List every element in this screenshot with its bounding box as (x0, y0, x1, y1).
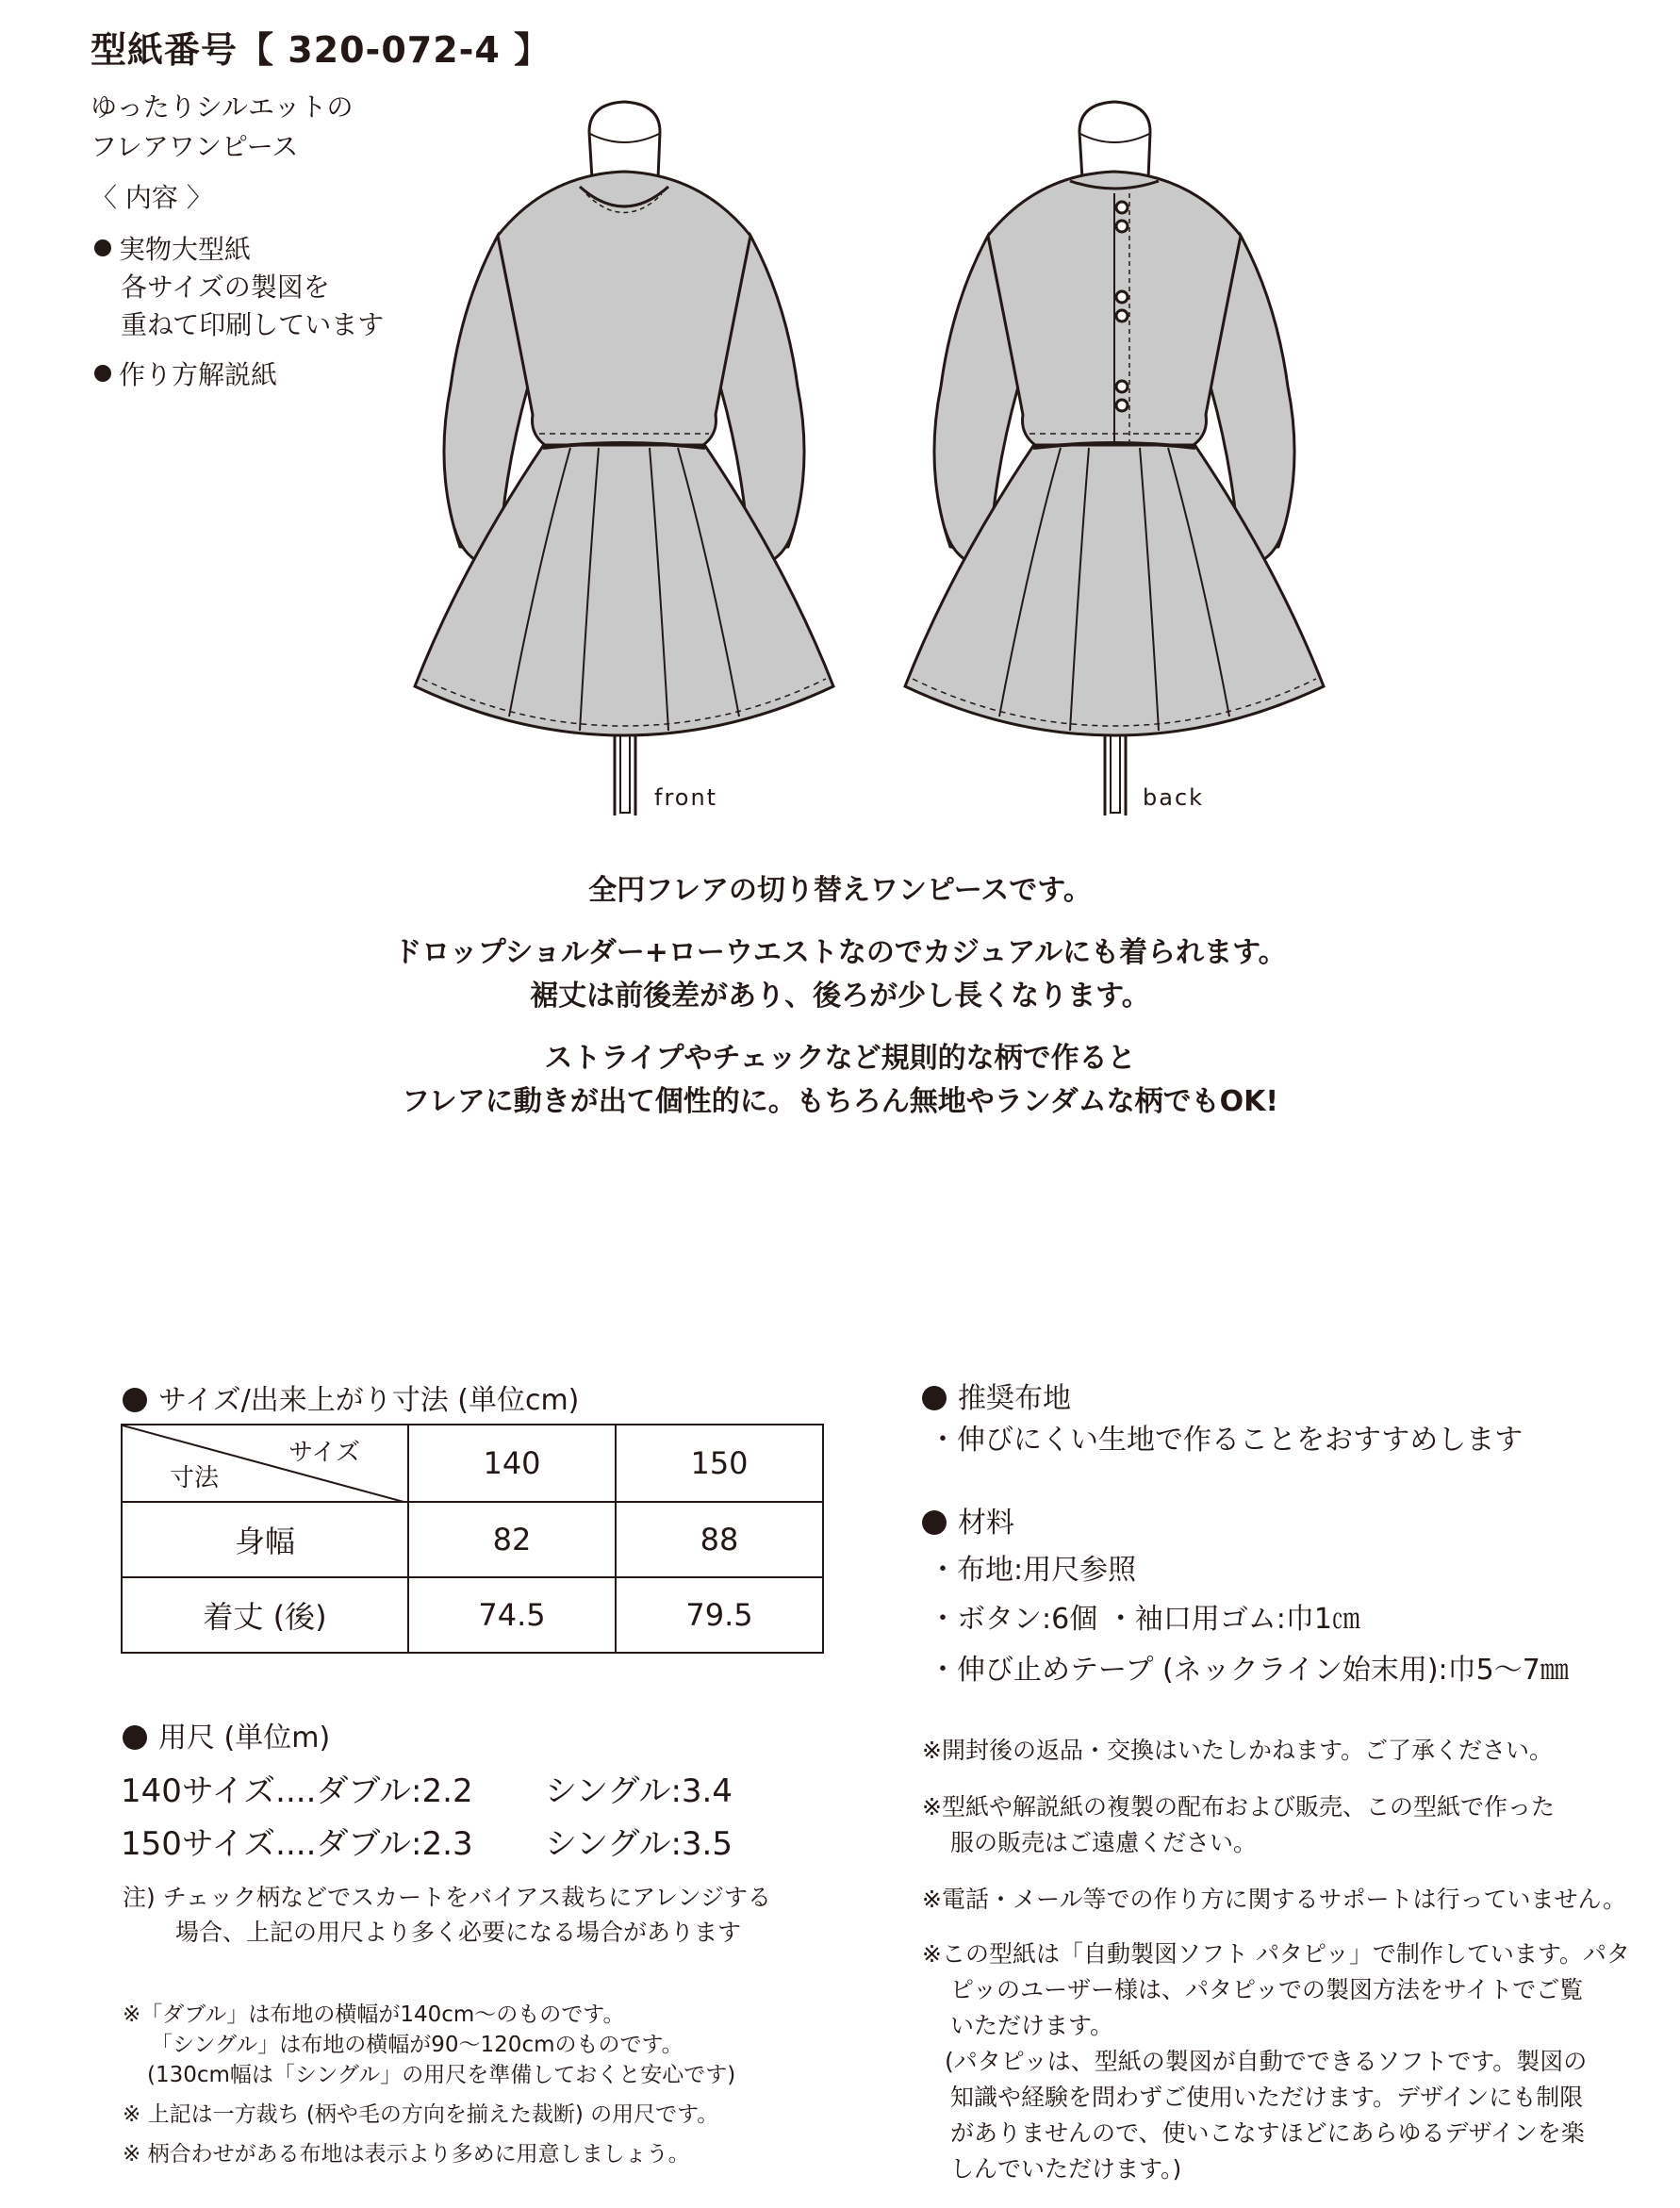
contents-label: 〈 内容 〉 (91, 182, 213, 213)
description-line: ドロップショルダー+ローウエストなのでカジュアルにも着られます。 (393, 936, 1287, 969)
bullet-icon (922, 1510, 947, 1535)
value-cell: 88 (616, 1502, 823, 1577)
diagonal-line (123, 1425, 407, 1503)
small-note: ※ 上記は一方裁ち (柄や毛の方向を揃えた裁断) の用尺です。 (123, 2102, 719, 2127)
notice-line: ※この型紙は「自動製図ソフト パタピッ」で制作しています。パタ (922, 1940, 1630, 1968)
small-note: ※「ダブル」は布地の横幅が140cm〜のものです。 (123, 2002, 625, 2027)
notice-line: ※電話・メール等での作り方に関するサポートは行っていません。 (922, 1886, 1626, 1913)
table-corner-cell: サイズ 寸法 (122, 1425, 408, 1502)
bullet-icon (922, 1386, 947, 1410)
bullet-icon (123, 1388, 147, 1412)
fabric-text: ・伸びにくい生地で作ることをおすすめします (929, 1424, 1524, 1457)
front-label: front (654, 784, 718, 811)
yardage-note-line2: 場合、上記の用尺より多く必要になる場合があります (175, 1919, 742, 1946)
small-note: ※ 柄合わせがある布地は表示より多めに用意しましょう。 (123, 2142, 690, 2167)
size-header-cell: 140 (408, 1425, 616, 1502)
description (0, 869, 1680, 1124)
notice-line: 服の販売はご遠慮ください。 (950, 1829, 1258, 1856)
fabric-section-heading: 推奨布地 (922, 1375, 1071, 1416)
value-cell: 79.5 (616, 1577, 823, 1653)
notice-line: いただけます。 (950, 2012, 1114, 2039)
material-item: ・布地:用尺参照 (929, 1554, 1137, 1587)
bullet-icon (94, 239, 111, 256)
small-note: (130cm幅は「シングル」の用尺を準備しておくと安心です) (147, 2063, 736, 2087)
materials-section-heading: 材料 (922, 1499, 1014, 1541)
contents-item-instructions: 作り方解説紙 (94, 356, 277, 394)
yardage-section-heading: 用尺 (単位m) (123, 1714, 330, 1755)
notice-line: しんでいただけます。) (950, 2155, 1182, 2183)
material-item: ・伸び止めテープ (ネックライン始末用):巾5〜7㎜ (929, 1654, 1569, 1687)
row-label-cell: 身幅 (122, 1502, 408, 1577)
yardage-note-line1: 注) チェック柄などでスカートをバイアス裁ちにアレンジする (123, 1884, 771, 1911)
size-section-heading: サイズ/出来上がり寸法 (単位cm) (123, 1376, 579, 1418)
yardage-single-150: シングル:3.5 (545, 1825, 733, 1863)
back-label: back (1143, 784, 1205, 811)
contents-item-pattern: 実物大型紙 各サイズの製図を 重ねて印刷しています (94, 231, 384, 344)
size-table (121, 1424, 824, 1654)
description-line: フレアに動きが出て個性的に。もちろん無地やランダムな柄でもOK! (401, 1085, 1279, 1118)
description-line: ストライプやチェックなど規則的な柄で作ると (544, 1042, 1136, 1075)
notice-line: ※開封後の返品・交換はいたしかねます。ご了承ください。 (922, 1737, 1553, 1764)
description-line: 全円フレアの切り替えワンピースです。 (588, 874, 1092, 907)
notice-line: 知識や経験を問わずご使用いただけます。デザインにも制限 (950, 2084, 1584, 2111)
notice-line: がありませんので、使いこなすほどにあらゆるデザインを楽 (950, 2119, 1585, 2147)
value-cell: 82 (408, 1502, 616, 1577)
yardage-row-140: 140サイズ....ダブル:2.2 (121, 1772, 473, 1810)
row-label-cell: 着丈 (後) (122, 1577, 408, 1653)
pattern-number-title: 型紙番号【 320-072-4 】 (91, 29, 552, 71)
description-line: 裾丈は前後差があり、後ろが少し長くなります。 (530, 980, 1150, 1013)
material-item: ・ボタン:6個 ・袖口用ゴム:巾1㎝ (929, 1603, 1360, 1636)
notice-line: (パタピッは、型紙の製図が自動でできるソフトです。製図の (945, 2048, 1588, 2075)
size-header-cell: 150 (616, 1425, 823, 1502)
bullet-icon (123, 1725, 147, 1750)
yardage-single-140: シングル:3.4 (545, 1772, 733, 1810)
subtitle-line1: ゆったりシルエットの (91, 91, 354, 123)
notice-line: ※型紙や解説紙の複製の配布および販売、この型紙で作った (922, 1793, 1555, 1821)
dress-illustration (377, 75, 1367, 830)
notice-line: ピッのユーザー様は、パタピッでの製図方法をサイトでご覧 (950, 1976, 1584, 2003)
yardage-row-150: 150サイズ....ダブル:2.3 (121, 1825, 473, 1863)
bullet-icon (94, 365, 111, 382)
subtitle-line2: フレアワンピース (91, 131, 299, 162)
small-note: 「シングル」は布地の横幅が90〜120cmのものです。 (151, 2033, 684, 2057)
value-cell: 74.5 (408, 1577, 616, 1653)
